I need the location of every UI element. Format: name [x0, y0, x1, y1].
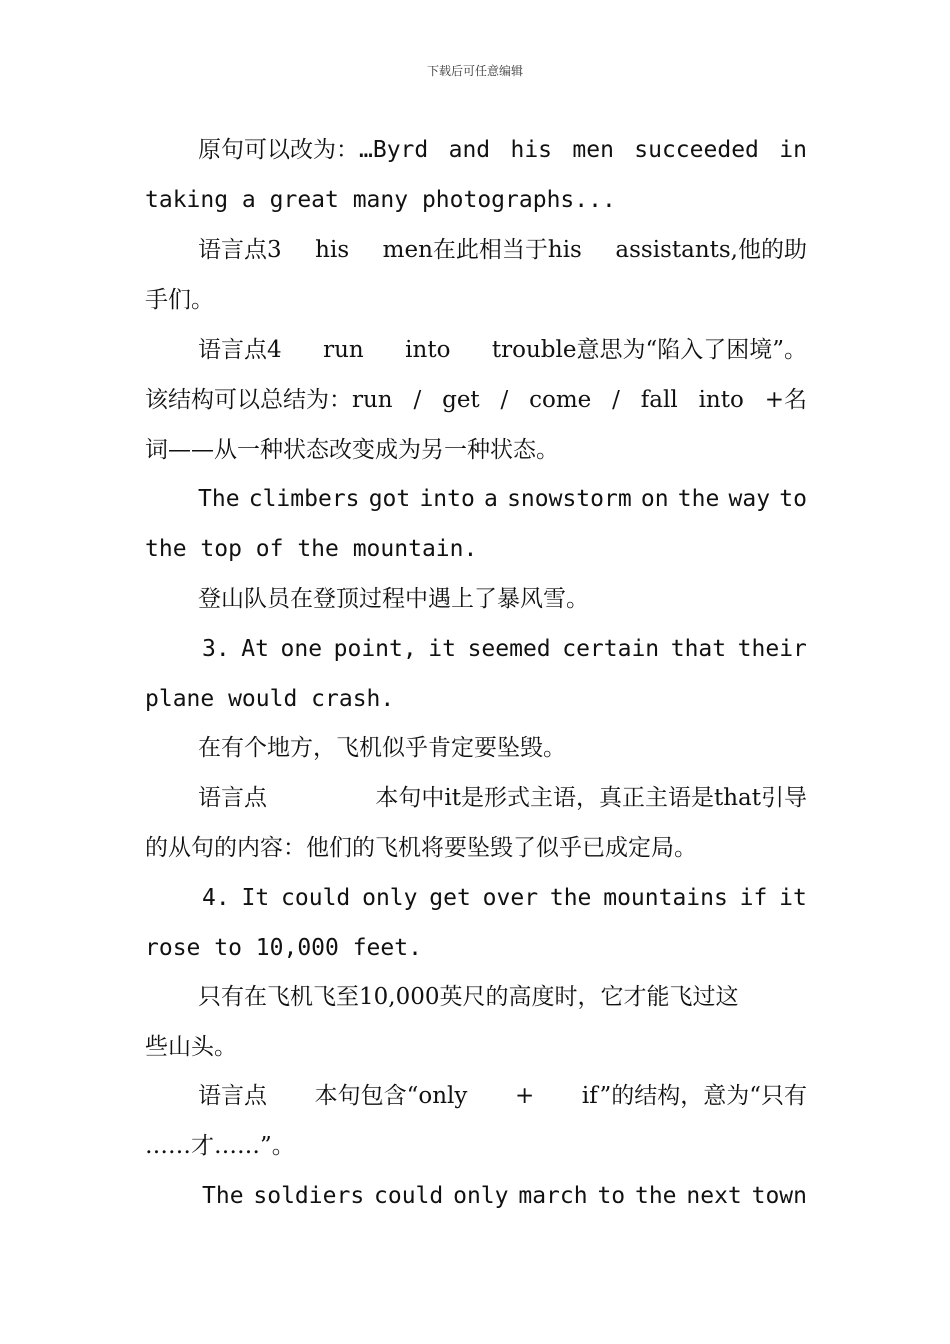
word: certain [562, 636, 660, 662]
word: / [500, 387, 509, 413]
word: 本句包含“only [314, 1083, 468, 1109]
word: 语言点 [198, 785, 267, 811]
word: his [315, 237, 350, 263]
word: only [453, 1183, 509, 1209]
word: / [612, 387, 620, 413]
text-line [202, 883, 807, 913]
text-line: plane would crash. [145, 686, 395, 712]
word: to [779, 486, 807, 512]
word: if”的结构，意为“只有 [581, 1083, 807, 1109]
text-line [198, 335, 807, 365]
word: his [510, 137, 553, 163]
word: town [751, 1183, 807, 1209]
word: next [686, 1183, 742, 1209]
word: and [448, 137, 491, 163]
text-line: 手们。 [145, 287, 214, 313]
word: mountains [603, 885, 728, 911]
word: It [241, 885, 270, 911]
word: 4. [202, 885, 230, 911]
word: into [698, 387, 744, 413]
text-line [202, 634, 807, 664]
word: the [677, 486, 720, 512]
word: in [779, 137, 807, 163]
text-line [198, 235, 807, 265]
word: to [597, 1183, 626, 1209]
text-line: 只有在飞机飞至10,000英尺的高度时，它才能飞过这 [198, 984, 739, 1010]
word: the [549, 885, 592, 911]
word: the [634, 1183, 677, 1209]
word: it [779, 885, 807, 911]
word: get [429, 885, 471, 911]
text-line [145, 385, 807, 415]
word: +名 [764, 387, 807, 413]
word: a [484, 486, 498, 512]
word: into [405, 337, 451, 363]
word: way [728, 486, 771, 512]
text-line: 词——从一种状态改变成为另一种状态。 [145, 437, 559, 463]
word: soldiers [253, 1183, 365, 1209]
text-line: 些山头。 [145, 1034, 237, 1060]
word: 语言点4 [198, 337, 282, 363]
word: climbers [248, 486, 360, 512]
word: that [670, 636, 727, 662]
word: over [482, 885, 539, 911]
word: come [529, 387, 592, 413]
text-line: rose to 10,000 feet. [145, 935, 422, 961]
word: men在此相当于his [382, 237, 582, 263]
word: fall [640, 387, 678, 413]
text-line [198, 484, 807, 514]
word: run [323, 337, 364, 363]
word: snowstorm [507, 486, 632, 512]
word: could [374, 1183, 444, 1209]
word: At [241, 636, 269, 662]
text-line [202, 1181, 807, 1211]
word: into [419, 486, 475, 512]
word: march [518, 1183, 588, 1209]
word: assistants,他的助 [615, 237, 807, 263]
text-line: 在有个地方，飞机似乎肯定要坠毁。 [198, 735, 566, 761]
word: if [739, 885, 768, 911]
word: succeeded [634, 137, 759, 163]
text-line [198, 135, 807, 165]
text-line: ……才……”。 [145, 1133, 295, 1159]
word: 该结构可以总结为：run [145, 387, 393, 413]
word: The [202, 1183, 244, 1209]
text-line [198, 783, 807, 813]
text-line: 的从句的内容：他们的飞机将要坠毁了似乎已成定局。 [145, 835, 697, 861]
text-line: taking a great many photographs... [145, 187, 616, 213]
word: point, [333, 636, 417, 662]
word: 语言点 [198, 1083, 267, 1109]
text-line [198, 1081, 807, 1111]
word: only [362, 885, 418, 911]
word: seemed [467, 636, 551, 662]
word: got [368, 486, 411, 512]
text-line: 登山队员在登顶过程中遇上了暴风雪。 [198, 586, 589, 612]
word: / [413, 387, 422, 413]
word: their [737, 636, 807, 662]
word: one [280, 636, 323, 662]
word: 3. [202, 636, 230, 662]
word: 原句可以改为：…Byrd [198, 137, 429, 163]
word: 语言点3 [198, 237, 282, 263]
word: The [198, 486, 240, 512]
word: trouble意思为“陷入了困境”。 [491, 337, 807, 363]
page-header: 下载后可任意编辑 [426, 64, 523, 78]
word: men [572, 137, 614, 163]
word: on [640, 486, 669, 512]
word: it [428, 636, 456, 662]
word: + [515, 1083, 535, 1109]
word: could [281, 885, 351, 911]
text-line: the top of the mountain. [145, 536, 478, 562]
word: get [442, 387, 480, 413]
word: 本句中it是形式主语，真正主语是that引导 [375, 785, 807, 811]
